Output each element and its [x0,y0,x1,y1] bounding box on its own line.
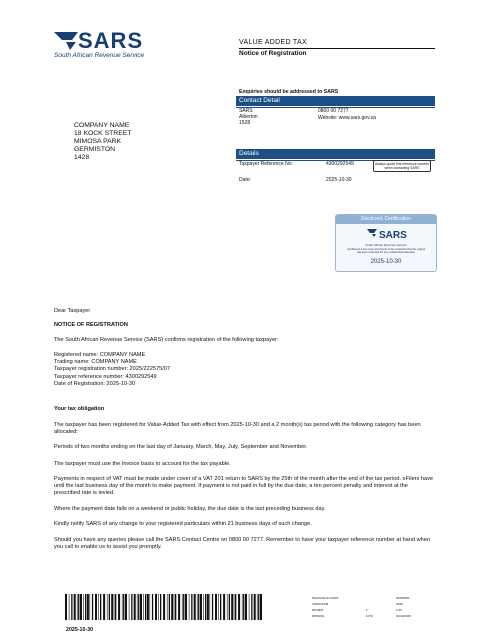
footer-code: 1070 [366,614,373,618]
address-line-city: GERMISTON [74,146,116,153]
quote-reference-note: Always quote this reference number when contacting SARS [374,162,430,170]
title-divider [239,48,435,49]
document-subtitle: Notice of Registration [239,50,307,57]
certificate-date: 2025-10-30 [370,259,402,265]
paragraph-notify: Kindly notify SARS of any change to your registered particulars within 21 business days of such change. [54,521,312,527]
address-line-street: 18 KOCK STREET [74,130,132,137]
logo-brand: SARS [78,28,144,53]
contact-city: Alberton [239,114,258,120]
intro-text: The South African Revenue Service (SARS) confirms registration of the following taxpayer: [54,337,279,343]
barcode-icon [65,594,265,620]
certificate-note: Certified as a true copy and checks to be conducted that the original has been amended for any unauthorised alteration [346,248,426,254]
logo-tagline: South African Revenue Service [54,52,145,59]
salutation: Dear Taxpayer [54,308,91,314]
paragraph-weekend: Where the payment date falls on a weekend or public holiday, the due date is the last preceding business day. [54,506,326,512]
paragraph-payments: Payments in respect of VAT must be made under cover of a VAT 201 return to SARS by the 25th of the month after the end of the tax period. eFilers have until the last business day of the month to make payment. If payment is not paid in full by the due date, a ten percent penalty and interest at the prescribed rate is levied. [54,476,434,496]
details-bar: Details [236,149,435,159]
obligation-heading: Your tax obligation [54,406,105,412]
taxpayer-ref-value: 4300292549 [326,161,354,167]
contact-detail-bar: Contact Detail [236,96,435,106]
date-label: Date: [239,177,251,183]
certificate-brand: SARS [379,230,407,241]
footer-code: PHAVANA 9/1/2025 [312,596,339,600]
address-line-suburb: MIMOSA PARK [74,138,122,145]
footer-code: 1 [366,608,368,612]
paragraph-registration: The taxpayer has been registered for Value-Added Tax with effect from 2025-10-30 and a 2 month(s) tax period with the following category has been allocated: [54,422,421,435]
footer-code: 2025 [396,602,403,606]
electronic-certificate [335,214,437,272]
enquiries-note: Enquiries should be addressed to SARS [239,89,339,95]
info-registration-date: Date of Registration: 2025-10-30 [54,381,136,387]
paragraph-queries: Should you have any queries please call the SARS Contact Centre on 0800 00 7277. Remember to have your taxpayer reference number at hand when you call to enable us to assist you promptly. [54,537,430,550]
footer-code: VD91D2248 [312,602,329,606]
contact-postal: 1528 [239,120,251,126]
notice-heading: NOTICE OF REGISTRATION [54,322,128,328]
footer-code: 1/15 [396,608,402,612]
paragraph-periods: Periods of two months ending on the last day of January, March, May, July, September and November. [54,444,308,450]
certificate-title: Electronic Certification [336,215,436,224]
taxpayer-ref-label: Taxpayer Reference No: [239,161,293,167]
document-title: VALUE ADDED TAX [239,39,307,46]
info-registration-number: Taxpayer registration number: 2025/222575/07 [54,366,170,372]
info-registered-name: Registered name: COMPANY NAME [54,352,146,358]
date-value: 2025-10-30 [326,177,352,183]
footer-code: 02/10/2025 [396,614,412,618]
info-reference-number: Taxpayer reference number: 4300292549 [54,374,157,380]
certificate-tagline: South African Revenue Service [365,243,407,247]
paragraph-invoice-basis: The taxpayer must use the Invoice basis to account for the tax payable. [54,461,231,467]
footer-code: 20250830 [396,596,410,600]
address-line-name: COMPANY NAME [74,122,130,129]
contact-sars: SARS [239,108,253,114]
footer-code: RP09R4 [312,608,324,612]
address-line-postal: 1428 [74,154,90,161]
footer-date: 2025-10-30 [66,627,94,633]
contact-phone: 0800 00 7277 [318,108,349,114]
info-trading-name: Trading name: COMPANY NAME [54,359,137,365]
footer-code: RPDR4G [312,614,325,618]
certificate-logo-icon [366,227,410,243]
contact-website: Website: www.sars.gov.za [318,115,376,121]
